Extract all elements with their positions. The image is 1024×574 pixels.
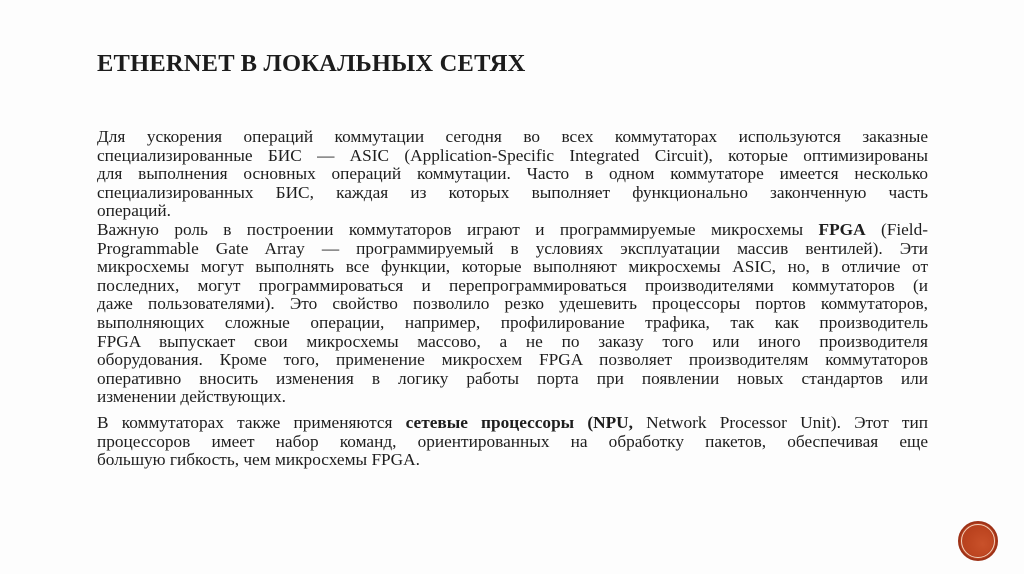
text-line: FPGA выпускает свои микросхемы массово, а не по заказу того или иного производителя [97, 331, 928, 351]
text-line: микросхемы могут выполнять все функции, которые выполняют микросхемы ASIC, но, в отличие от [97, 257, 928, 277]
text-line: специализированных БИС, каждая из которых выполняет функционально законченную часть [97, 182, 928, 202]
text-line: операций. [97, 201, 171, 221]
slide-body [97, 128, 928, 470]
slide-title: ETHERNET В ЛОКАЛЬНЫХ СЕТЯХ [97, 50, 526, 77]
text-line: для выполнения основных операций коммутации. Часто в одном коммутаторе имеется несколько [97, 164, 928, 184]
text-line: специализированные БИС — ASIC (Application-Specific Integrated Circuit), которые оптимизированы [97, 145, 928, 165]
red-circle-icon [963, 526, 993, 556]
text-line: оборудования. Кроме того, применение микросхем FPGA позволяет производителям коммутаторов [97, 350, 928, 370]
text-run: В коммутаторах также применяются [97, 412, 406, 432]
text-run: (Field- [865, 219, 928, 239]
npu-term: сетевые процессоры (NPU, [405, 412, 633, 432]
next-slide-button[interactable] [958, 521, 998, 561]
paragraph-asic [97, 128, 928, 221]
text-line: выполняющих сложные операции, например, профилирование трафика, так как производитель [97, 312, 928, 332]
text-line: Для ускорения операций коммутации сегодня во всех коммутаторах используются заказные [97, 127, 928, 146]
text-line: Programmable Gate Array — программируемый в условиях эксплуатации массив вентилей). Эти [97, 238, 928, 258]
text-line: даже пользователями). Это свойство позволило резко удешевить процессоры портов коммутаторов, [97, 294, 928, 314]
text-line: последних, могут программироваться и перепрограммироваться производителями коммутаторов (и [97, 275, 928, 295]
paragraph-fpga [97, 221, 928, 407]
text-run: Network Processor Unit). Этот тип [632, 412, 928, 432]
paragraph-npu [97, 414, 928, 470]
text-line: большую гибкость, чем микросхемы FPGA. [97, 450, 420, 470]
text-line [97, 414, 928, 433]
text-run: Важную роль в построении коммутаторов играют и программируемые микросхемы [97, 219, 819, 239]
text-line: оперативно вносить изменения в логику работы порта при появлении новых стандартов или [97, 368, 928, 388]
fpga-term: FPGA [818, 219, 866, 239]
text-line [97, 221, 928, 240]
text-line: процессоров имеет набор команд, ориентированных на обработку пакетов, обеспечивая еще [97, 431, 928, 451]
text-line: изменении действующих. [97, 387, 286, 407]
